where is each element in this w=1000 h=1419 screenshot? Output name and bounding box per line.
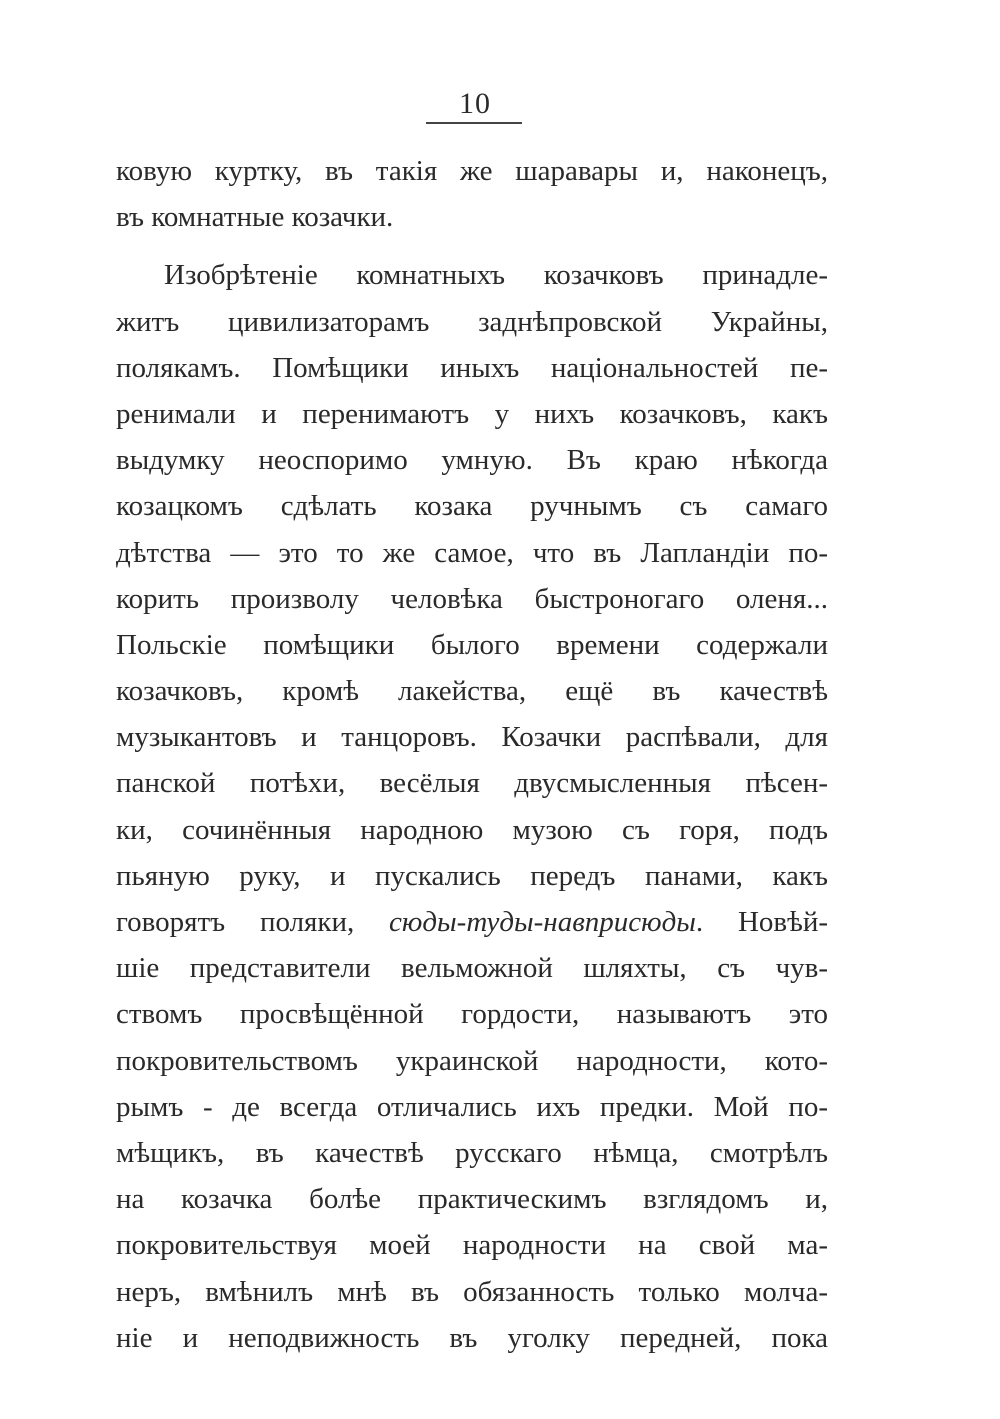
body-text [116,148,828,1361]
text-line: мѣщикъ, въ качествѣ русскаго нѣмца, смотрѣлъ [116,1136,828,1169]
text-line: покровительствомъ украинской народности, кото- [116,1044,828,1077]
page-number: 10 [459,87,491,120]
text-line: ствомъ просвѣщённой гордости, называютъ это [116,998,828,1031]
text-line: житъ цивилизаторамъ заднѣпровской Украйны, [116,305,828,338]
text-line: шіе представители вельможной шляхты, съ чув- [116,952,828,985]
text-run: . Новѣй- [695,906,828,938]
text-line: въ комнатные козачки. [116,201,394,234]
text-line: музыкантовъ и танцоровъ. Козачки распѣвали, для [116,721,828,754]
text-line: ковую куртку, въ такія же шаравары и, наконецъ, [116,155,828,187]
text-line: рымъ - де всегда отличались ихъ предки. Мой по- [116,1090,828,1123]
text-line: на козачка болѣе практическимъ взглядомъ и, [116,1183,828,1216]
text-line: Изобрѣтеніе комнатныхъ козачковъ принадле- [164,259,828,292]
text-line: выдумку неоспоримо умную. Въ краю нѣкогда [116,444,828,477]
text-line: пьяную руку, и пускались передъ панами, какъ [116,859,828,892]
paragraph-gap [116,240,828,252]
text-line: дѣтства — это то же самое, что въ Лапландіи по- [116,536,828,569]
text-line: козацкомъ сдѣлать козака ручнымъ съ самаго [116,490,828,523]
page-number-rule [426,122,522,124]
text-line: ренимали и перенимаютъ у нихъ козачковъ, какъ [116,397,828,430]
italic-phrase: сюды-туды-навприсюды [389,906,696,938]
text-line: корить произволу человѣка быстроногаго оленя... [116,582,828,615]
text-line: полякамъ. Помѣщики иныхъ національностей пе- [116,351,828,384]
text-line: панской потѣхи, весёлыя двусмысленныя пѣсен- [116,767,828,800]
text-run: говорятъ поляки, [116,906,390,938]
text-line: козачковъ, кромѣ лакейства, ещё въ качествѣ [116,675,828,708]
text-line: покровительствуя моей народности на свой ма- [116,1229,828,1262]
text-line: ки, сочинённыя народною музою съ горя, подъ [116,813,828,846]
text-line-with-italic [116,899,828,945]
text-line: Польскіе помѣщики былого времени содержали [116,628,828,661]
text-line: неръ, вмѣнилъ мнѣ въ обязанность только молча- [116,1275,828,1308]
text-line: ніе и неподвижность въ уголку передней, пока [116,1321,828,1354]
